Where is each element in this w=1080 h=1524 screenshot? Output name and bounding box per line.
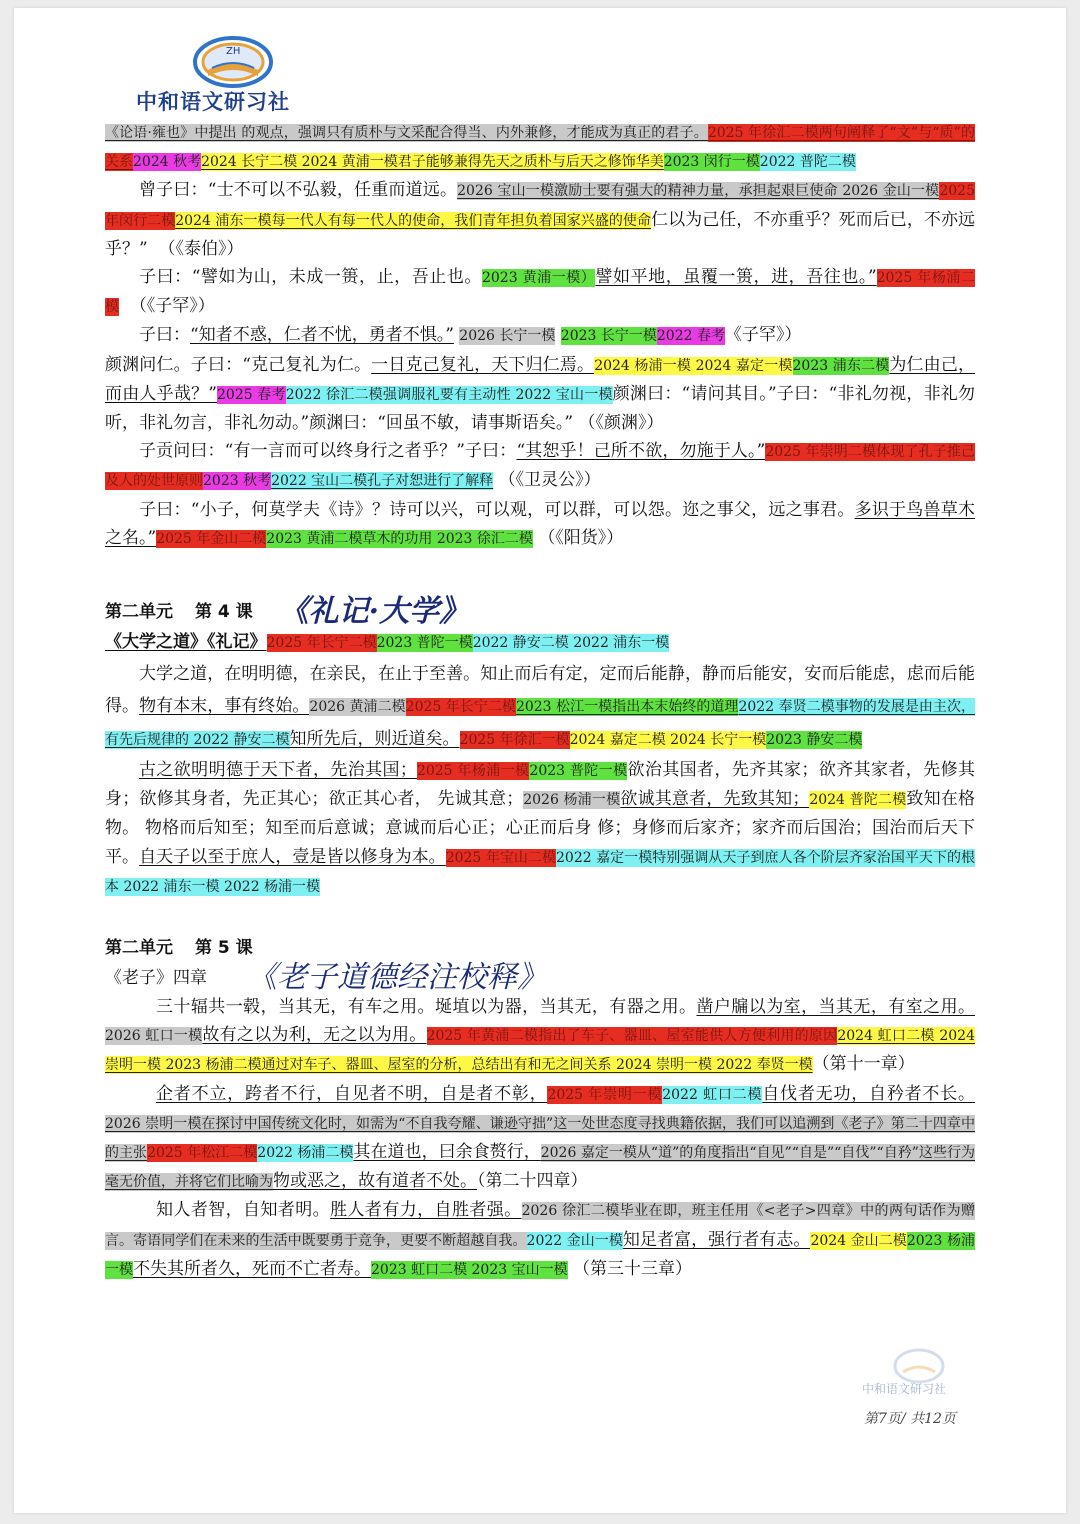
exam-tag: 2025 年长宁二模 — [405, 699, 516, 716]
watermark-text: 中和语文研习社 — [862, 1382, 947, 1396]
exam-tag: 2024 虹口二模 2024 崇明一模 2023 杨浦二模通过对车子、器皿、屋室的分析，总结出有和无之间关系 2024 崇明一模 2022 奉贤一模 — [105, 1028, 975, 1074]
text: 故有之以为利，无之以为用。 — [202, 1025, 427, 1046]
text: 《老子》四章 — [105, 968, 207, 989]
exam-tag: 2023 普陀一模 — [529, 763, 628, 780]
main-content — [105, 118, 975, 1284]
handwritten-title: 《礼记·大学》 — [278, 594, 470, 630]
exam-tag: 2023 长宁一模 — [560, 328, 657, 345]
text: 仁以为己任，不亦重乎？死而后已，不亦远乎？” — [105, 209, 976, 259]
text: 子贡问曰：“有一言而可以终身行之者乎？”子曰： — [139, 441, 517, 462]
text: 不失其所者久，死而不亡者寿。 — [133, 1258, 371, 1279]
subheading — [105, 960, 975, 996]
exam-tag: 2024 长宁二模 2024 黄浦一模君子能够兼得先天之质朴与后天之修饰华美 — [201, 154, 664, 171]
exam-tag: 2024 浦东一模每一代人有每一代人的使命，我们青年担负着国家兴盛的使命 — [175, 212, 652, 229]
handwritten-title: 《老子道德经注校释》 — [247, 960, 547, 996]
exam-tag: 2023 杨浦一模 — [105, 1232, 975, 1278]
text: 自天子以至于庶人，壹是皆以修身为本。 — [139, 846, 446, 867]
document-page — [14, 8, 1066, 1513]
paragraph-yanyuan — [105, 351, 975, 438]
text: 《大学之道》《礼记》 — [105, 632, 267, 653]
text: （《泰伯》） — [158, 238, 244, 259]
exam-tag: 2023 松江一模指出本末始终的道理 — [515, 699, 739, 716]
text: 《论语·雍也》中提出 的观点，强调只有质朴与文采配合得当、内外兼修，才能成为真正的君子。 — [105, 125, 708, 141]
exam-tag: 2022 徐汇二模强调服礼要有主动性 2022 宝山一模 — [285, 386, 613, 403]
text: 一日克己复礼，天下归仁焉。 — [371, 354, 595, 375]
section-lesson-4 — [105, 594, 976, 901]
text: （第二十四章） — [477, 1171, 588, 1192]
text: 其在道也，曰余食赘行， — [353, 1142, 541, 1163]
text: 子曰： — [139, 325, 190, 346]
exam-tag: 2026 徐汇二模毕业在即，班主任用《<老子>四章》中的两句话作为赠言。寄语同学们在未来的生活中既要勇于竞争，更要不断超越自我。 — [105, 1203, 975, 1249]
text: 子曰：“譬如为山，未成一篑，止，吾止也。 — [139, 267, 482, 288]
section-lesson-5 — [105, 933, 975, 1284]
brand-logo — [136, 30, 376, 120]
text: 致知在格物。 物格而后知至；知至而后意诚；意诚而后心正；心正而后身 修；身修而后家齐；家齐而后国治；国治而后天下平。 — [105, 789, 976, 867]
exam-tag: 2025 年金山二模 — [156, 530, 267, 547]
exam-tag: 2022 春考 — [656, 328, 725, 345]
exam-tag: 2023 普陀一模 — [376, 635, 473, 652]
subheading — [105, 627, 975, 658]
exam-tag: 2025 年杨浦一模 — [416, 763, 530, 780]
exam-tag: 2023 浦东二模 — [792, 357, 890, 374]
paragraph-yongye — [105, 118, 975, 176]
exam-tag: 2022 杨浦二模 — [257, 1145, 354, 1162]
text: 物或恶之，故有道者不处。 — [273, 1171, 477, 1192]
exam-tag: 2023 静安二模 — [766, 732, 863, 749]
text: 知足者富，强行者有志。 — [622, 1229, 811, 1250]
exam-tag: 2025 年徐汇二模两句阐释了“文”与“质”的关系 — [105, 125, 975, 171]
exam-tag: 2024 秋考 — [133, 154, 202, 171]
exam-tag: 2025 年闵行二模 — [105, 183, 975, 229]
page-number: 第7页/ 共12页 — [864, 1411, 956, 1427]
svg-text:ZH: ZH — [226, 46, 241, 57]
paragraph-zihan-2 — [105, 321, 975, 350]
exam-tag: 2022 嘉定一模特别强调从天子到庶人各个阶层齐家治国平天下的根本 2022 浦东一模 2022 杨浦一模 — [105, 849, 976, 895]
exam-tag: 2022 宝山二模孔子对恕进行了解释 — [271, 473, 494, 490]
exam-tag: 2024 杨浦一模 2024 嘉定一模 — [594, 357, 793, 374]
paragraph-zihan-1 — [105, 263, 975, 321]
paragraph-daxue-1 — [105, 658, 975, 756]
exam-tag: 2022 奉贤二模事物的发展是由主次，有先后规律的 2022 静安二模 — [105, 699, 975, 749]
exam-tag: 2026 嘉定一模从“道”的角度指出“自见”“自是”“自伐”“自矜”这些行为毫无价值，并将它们比喻为 — [105, 1145, 975, 1191]
text: 古之欲明明德于天下者，先治其国； — [139, 760, 417, 781]
exam-tag: 2026 虹口一模 — [105, 1028, 203, 1045]
paragraph-weilinggong — [105, 437, 975, 495]
text: 曾子曰：“士不可以不弘毅，任重而道远。 — [139, 180, 458, 201]
exam-tag: 2025 年松江二模 — [147, 1145, 258, 1162]
exam-tag: 2025 年杨浦二模 — [105, 270, 975, 316]
exam-tag: 2026 宝山一模激励士要有强大的精神力量，承担起艰巨使命 2026 金山一模 — [457, 183, 940, 200]
exam-tag: 2023 秋考 — [203, 473, 272, 490]
paragraph-chapter-11 — [105, 993, 975, 1080]
paragraph-taibo — [105, 176, 975, 263]
text: 子曰：“小子，何莫学夫《诗》？诗可以兴，可以观，可以群，可以怨。迩之事父，远之事君。 — [139, 499, 855, 520]
exam-tag: 2024 金山二模 — [810, 1232, 907, 1249]
text: 《子罕》） — [724, 325, 802, 346]
exam-tag: 2023 虹口二模 2023 宝山一模 — [371, 1261, 568, 1278]
text: （《阳货》） — [538, 527, 624, 548]
text: 知人者智，自知者明。 — [156, 1200, 331, 1221]
exam-tag: 2026 崇明一模在探讨中国传统文化时，如需为“不自我夸耀、谦逊守拙”这一处世态度寻找典籍依据，我们可以追溯到《老子》第二十四章中的主张 — [105, 1115, 975, 1162]
text: 欲治其国者，先齐其家；欲齐其家者，先修其身；欲修其身者，先正其心；欲正其心者， 先诚其意； — [105, 760, 975, 810]
brand-name: 中和语文研习社 — [136, 90, 290, 114]
exam-tag: 2023 闵行一模 — [663, 154, 760, 171]
exam-tag: 2025 年崇明二模体现了孔子推己及人的处世原则 — [105, 444, 975, 490]
text: “知者不惑，仁者不忧，勇者不惧。” — [190, 325, 454, 346]
paragraph-chapter-33 — [105, 1196, 975, 1284]
exam-tag: 2022 金山一模 — [526, 1232, 623, 1249]
text: 三十辐共一毂，当其无，有车之用。埏埴以为器，当其无，有器之用。 — [156, 997, 697, 1018]
exam-tag: 2025 年长宁二模 — [266, 635, 377, 652]
text: （《卫灵公》） — [498, 470, 601, 491]
text: 知所先后，则近道矣。 — [289, 729, 460, 750]
exam-tag: 2024 嘉定二模 2024 长宁一模 — [569, 732, 767, 749]
exam-tag: 2026 杨浦一模 — [523, 792, 621, 809]
text: 大学之道，在明明德，在亲民，在止于至善。知止而后有定，定而后能静，静而后能安，安而后能虑，虑而后能得。 — [105, 664, 975, 717]
exam-tag: 2022 普陀二模 — [759, 154, 856, 171]
exam-tag: 2025 春考 — [217, 386, 286, 403]
exam-tag: 2025 年宝山二模 — [445, 849, 556, 866]
text: 颜渊曰：“请问其目。”子曰：“非礼勿视，非礼勿听，非礼勿言，非礼勿动。”颜渊曰：“回虽不敏，请事斯语矣。” — [105, 383, 975, 434]
exam-tag: 2023 黄浦二模草木的功用 2023 徐汇二模 — [266, 530, 533, 547]
exam-tag: 2025 年徐汇一模 — [459, 732, 570, 749]
lesson-label: 第 5 课 — [195, 938, 253, 959]
unit-label: 第二单元 — [105, 938, 173, 959]
text: 自伐者无功，自矜者不长。 — [762, 1083, 975, 1104]
book-logo-icon — [188, 32, 278, 92]
paragraph-daxue-2 — [105, 756, 975, 901]
section-heading — [105, 594, 975, 630]
text: 胜人者有力，自胜者强。 — [330, 1200, 522, 1221]
exam-tag: 2025 年崇明一模 — [547, 1086, 663, 1103]
exam-tag: 2024 普陀二模 — [809, 792, 907, 809]
text: 欲诚其意者，先致其知； — [620, 789, 810, 810]
text: 譬如平地，虽覆一篑，进，吾往也。” — [595, 267, 877, 288]
text: （《子罕》） — [129, 296, 215, 317]
text: 多识于鸟兽草木之名。” — [105, 499, 975, 548]
exam-tag: 2023 黄浦一模） — [481, 270, 596, 287]
text: 物有本末，事有终始。 — [139, 696, 310, 717]
text: 企者不立，跨者不行，自见者不明，自是者不彰， — [156, 1083, 548, 1104]
exam-tag: 2026 长宁一模 — [459, 328, 556, 345]
text: 凿户牖以为室，当其无，有室之用。 — [696, 997, 976, 1018]
paragraph-yanghuo — [105, 496, 975, 553]
text: 为仁由己，而由人乎哉？” — [105, 354, 975, 404]
paragraph-chapter-24 — [105, 1080, 975, 1197]
unit-label: 第二单元 — [105, 602, 173, 623]
text: （《颜渊》） — [578, 413, 664, 434]
exam-tag: 2026 黄浦二模 — [309, 699, 406, 716]
section-heading — [105, 933, 975, 963]
exam-tag: 2025 年黄浦二模指出了车子、器皿、屋室能供人方便利用的原因 — [426, 1028, 838, 1045]
text: （第十一章） — [812, 1054, 915, 1075]
text: （第三十三章） — [573, 1258, 693, 1279]
exam-tag: 2022 静安二模 2022 浦东一模 — [472, 635, 670, 652]
lesson-label: 第 4 课 — [195, 602, 253, 623]
text: “其恕乎！己所不欲，勿施于人。” — [516, 441, 766, 462]
text: 颜渊问仁。子曰：“克己复礼为仁。 — [105, 354, 372, 375]
exam-tag: 2022 虹口二模 — [662, 1086, 763, 1103]
